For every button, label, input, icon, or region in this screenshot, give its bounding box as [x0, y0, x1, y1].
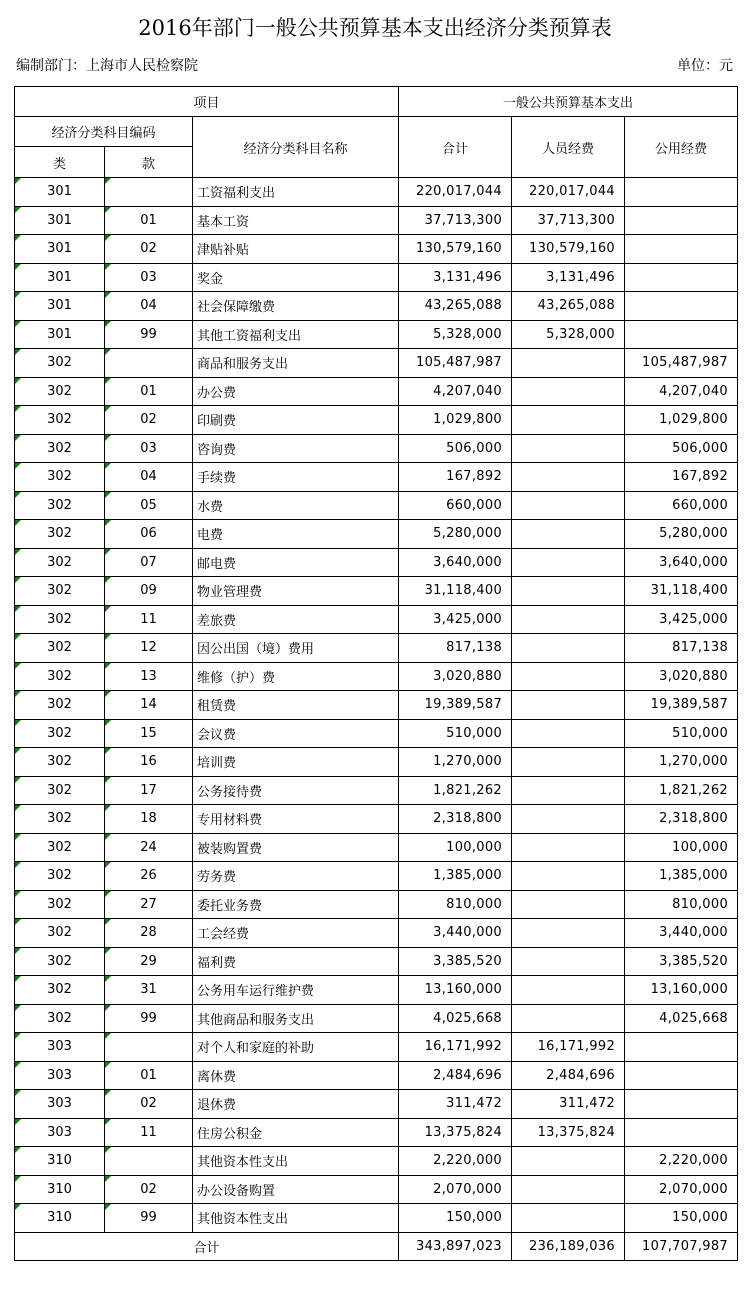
cell-total: 43,265,088	[399, 292, 512, 321]
cell-public: 2,070,000	[625, 1175, 738, 1204]
cell-lei: 302	[15, 605, 105, 634]
cell-personnel	[512, 805, 625, 834]
table-row	[15, 862, 738, 891]
cell-total: 1,385,000	[399, 862, 512, 891]
cell-total: 37,713,300	[399, 206, 512, 235]
cell-lei: 302	[15, 862, 105, 891]
table-row	[15, 1061, 738, 1090]
cell-kuan: 01	[105, 377, 193, 406]
cell-name: 差旅费	[193, 605, 399, 634]
cell-total: 3,440,000	[399, 919, 512, 948]
cell-name: 专用材料费	[193, 805, 399, 834]
cell-lei: 302	[15, 520, 105, 549]
table-row	[15, 1147, 738, 1176]
cell-kuan: 11	[105, 1118, 193, 1147]
cell-personnel	[512, 947, 625, 976]
cell-name: 物业管理费	[193, 577, 399, 606]
cell-public	[625, 1033, 738, 1062]
personnel-total: 236,189,036	[512, 1232, 625, 1261]
cell-kuan: 16	[105, 748, 193, 777]
cell-kuan: 02	[105, 1175, 193, 1204]
table-row	[15, 1033, 738, 1062]
cell-name: 其他资本性支出	[193, 1147, 399, 1176]
header-lei: 类	[15, 147, 105, 178]
header-public: 公用经费	[625, 117, 738, 178]
table-row	[15, 178, 738, 207]
cell-lei: 301	[15, 235, 105, 264]
cell-personnel	[512, 890, 625, 919]
cell-total: 5,328,000	[399, 320, 512, 349]
cell-total: 3,640,000	[399, 548, 512, 577]
cell-total: 3,131,496	[399, 263, 512, 292]
cell-kuan: 06	[105, 520, 193, 549]
cell-kuan: 26	[105, 862, 193, 891]
cell-kuan: 14	[105, 691, 193, 720]
cell-total: 2,220,000	[399, 1147, 512, 1176]
cell-total: 130,579,160	[399, 235, 512, 264]
cell-kuan: 99	[105, 1004, 193, 1033]
table-row	[15, 1118, 738, 1147]
cell-personnel: 220,017,044	[512, 178, 625, 207]
cell-public: 19,389,587	[625, 691, 738, 720]
cell-personnel: 5,328,000	[512, 320, 625, 349]
cell-personnel	[512, 548, 625, 577]
total-row	[15, 1232, 738, 1261]
table-row	[15, 406, 738, 435]
cell-kuan: 17	[105, 776, 193, 805]
cell-name: 会议费	[193, 719, 399, 748]
table-row	[15, 434, 738, 463]
cell-total: 311,472	[399, 1090, 512, 1119]
cell-lei: 301	[15, 206, 105, 235]
cell-lei: 302	[15, 662, 105, 691]
table-row	[15, 719, 738, 748]
cell-kuan: 99	[105, 1204, 193, 1233]
cell-name: 委托业务费	[193, 890, 399, 919]
cell-personnel	[512, 377, 625, 406]
cell-personnel: 43,265,088	[512, 292, 625, 321]
cell-total: 1,821,262	[399, 776, 512, 805]
table-row	[15, 691, 738, 720]
cell-name: 咨询费	[193, 434, 399, 463]
header-name: 经济分类科目名称	[193, 117, 399, 178]
cell-total: 1,270,000	[399, 748, 512, 777]
cell-total: 660,000	[399, 491, 512, 520]
cell-lei: 302	[15, 577, 105, 606]
table-row	[15, 349, 738, 378]
cell-personnel	[512, 919, 625, 948]
table-row	[15, 805, 738, 834]
cell-lei: 302	[15, 805, 105, 834]
cell-kuan: 01	[105, 206, 193, 235]
cell-total: 13,375,824	[399, 1118, 512, 1147]
cell-kuan: 31	[105, 976, 193, 1005]
table-row	[15, 1175, 738, 1204]
cell-lei: 302	[15, 491, 105, 520]
cell-kuan: 04	[105, 292, 193, 321]
cell-personnel	[512, 833, 625, 862]
cell-name: 工资福利支出	[193, 178, 399, 207]
table-row	[15, 1204, 738, 1233]
cell-lei: 302	[15, 691, 105, 720]
cell-kuan: 05	[105, 491, 193, 520]
cell-kuan: 02	[105, 235, 193, 264]
cell-lei: 303	[15, 1118, 105, 1147]
cell-kuan: 04	[105, 463, 193, 492]
cell-kuan: 03	[105, 434, 193, 463]
cell-public: 5,280,000	[625, 520, 738, 549]
cell-total: 16,171,992	[399, 1033, 512, 1062]
cell-public: 100,000	[625, 833, 738, 862]
cell-lei: 302	[15, 349, 105, 378]
cell-public: 1,385,000	[625, 862, 738, 891]
table-row	[15, 263, 738, 292]
cell-public: 31,118,400	[625, 577, 738, 606]
cell-lei: 310	[15, 1147, 105, 1176]
cell-name: 电费	[193, 520, 399, 549]
cell-public: 1,821,262	[625, 776, 738, 805]
cell-public	[625, 263, 738, 292]
table-row	[15, 890, 738, 919]
cell-name: 租赁费	[193, 691, 399, 720]
table-row	[15, 662, 738, 691]
cell-personnel: 13,375,824	[512, 1118, 625, 1147]
cell-public: 510,000	[625, 719, 738, 748]
cell-kuan	[105, 178, 193, 207]
table-row	[15, 548, 738, 577]
cell-total: 220,017,044	[399, 178, 512, 207]
cell-name: 公务接待费	[193, 776, 399, 805]
cell-lei: 303	[15, 1061, 105, 1090]
total-label: 合计	[15, 1232, 399, 1261]
cell-public: 1,029,800	[625, 406, 738, 435]
cell-lei: 302	[15, 976, 105, 1005]
cell-name: 福利费	[193, 947, 399, 976]
cell-personnel	[512, 1147, 625, 1176]
cell-personnel	[512, 463, 625, 492]
cell-kuan: 09	[105, 577, 193, 606]
cell-name: 维修（护）费	[193, 662, 399, 691]
cell-kuan: 24	[105, 833, 193, 862]
cell-public: 167,892	[625, 463, 738, 492]
cell-personnel	[512, 1175, 625, 1204]
cell-lei: 302	[15, 463, 105, 492]
cell-lei: 302	[15, 634, 105, 663]
cell-name: 工会经费	[193, 919, 399, 948]
cell-lei: 302	[15, 890, 105, 919]
page-title: 2016年部门一般公共预算基本支出经济分类预算表	[138, 16, 612, 40]
cell-public	[625, 178, 738, 207]
cell-lei: 301	[15, 263, 105, 292]
cell-public	[625, 320, 738, 349]
cell-name: 劳务费	[193, 862, 399, 891]
cell-total: 3,425,000	[399, 605, 512, 634]
cell-public: 2,220,000	[625, 1147, 738, 1176]
cell-personnel	[512, 434, 625, 463]
cell-personnel: 16,171,992	[512, 1033, 625, 1062]
unit-label: 单位：元	[677, 58, 733, 74]
cell-name: 其他工资福利支出	[193, 320, 399, 349]
cell-name: 邮电费	[193, 548, 399, 577]
cell-lei: 302	[15, 719, 105, 748]
cell-personnel	[512, 349, 625, 378]
cell-public: 2,318,800	[625, 805, 738, 834]
cell-public: 3,440,000	[625, 919, 738, 948]
table-row	[15, 320, 738, 349]
cell-name: 津贴补贴	[193, 235, 399, 264]
cell-total: 31,118,400	[399, 577, 512, 606]
cell-kuan: 99	[105, 320, 193, 349]
cell-name: 其他资本性支出	[193, 1204, 399, 1233]
table-row	[15, 292, 738, 321]
cell-personnel	[512, 605, 625, 634]
cell-public: 3,640,000	[625, 548, 738, 577]
cell-lei: 303	[15, 1090, 105, 1119]
cell-name: 因公出国（境）费用	[193, 634, 399, 663]
cell-kuan: 03	[105, 263, 193, 292]
header-code: 经济分类科目编码	[15, 117, 193, 147]
cell-public: 817,138	[625, 634, 738, 663]
table-row	[15, 463, 738, 492]
table-row	[15, 235, 738, 264]
cell-total: 105,487,987	[399, 349, 512, 378]
cell-name: 被装购置费	[193, 833, 399, 862]
cell-name: 对个人和家庭的补助	[193, 1033, 399, 1062]
cell-public	[625, 206, 738, 235]
cell-public: 660,000	[625, 491, 738, 520]
cell-lei: 301	[15, 320, 105, 349]
cell-kuan	[105, 349, 193, 378]
cell-total: 510,000	[399, 719, 512, 748]
cell-personnel	[512, 862, 625, 891]
cell-lei: 301	[15, 292, 105, 321]
cell-lei: 303	[15, 1033, 105, 1062]
cell-personnel	[512, 1204, 625, 1233]
cell-total: 5,280,000	[399, 520, 512, 549]
cell-kuan: 07	[105, 548, 193, 577]
cell-lei: 302	[15, 776, 105, 805]
cell-total: 506,000	[399, 434, 512, 463]
table-row	[15, 634, 738, 663]
table-row	[15, 377, 738, 406]
header-kuan: 款	[105, 147, 193, 178]
cell-name: 商品和服务支出	[193, 349, 399, 378]
cell-total: 2,484,696	[399, 1061, 512, 1090]
cell-kuan	[105, 1147, 193, 1176]
cell-personnel	[512, 776, 625, 805]
cell-total: 2,070,000	[399, 1175, 512, 1204]
cell-kuan: 02	[105, 1090, 193, 1119]
cell-total: 817,138	[399, 634, 512, 663]
cell-public: 105,487,987	[625, 349, 738, 378]
budget-table	[14, 86, 738, 1261]
cell-kuan: 15	[105, 719, 193, 748]
table-row	[15, 919, 738, 948]
header-personnel: 人员经费	[512, 117, 625, 178]
cell-lei: 302	[15, 1004, 105, 1033]
cell-public	[625, 1061, 738, 1090]
cell-kuan: 13	[105, 662, 193, 691]
cell-public: 1,270,000	[625, 748, 738, 777]
cell-public	[625, 1118, 738, 1147]
cell-total: 2,318,800	[399, 805, 512, 834]
cell-public	[625, 235, 738, 264]
cell-public: 13,160,000	[625, 976, 738, 1005]
header-basic-expenditure: 一般公共预算基本支出	[399, 87, 738, 117]
cell-public: 810,000	[625, 890, 738, 919]
cell-name: 水费	[193, 491, 399, 520]
table-row	[15, 491, 738, 520]
cell-name: 办公费	[193, 377, 399, 406]
cell-personnel	[512, 491, 625, 520]
cell-personnel	[512, 719, 625, 748]
cell-lei: 302	[15, 919, 105, 948]
cell-public: 3,425,000	[625, 605, 738, 634]
cell-personnel: 3,131,496	[512, 263, 625, 292]
cell-kuan: 02	[105, 406, 193, 435]
public-total: 107,707,987	[625, 1232, 738, 1261]
cell-lei: 310	[15, 1204, 105, 1233]
cell-total: 4,207,040	[399, 377, 512, 406]
cell-public: 3,385,520	[625, 947, 738, 976]
cell-personnel	[512, 634, 625, 663]
cell-personnel	[512, 691, 625, 720]
table-row	[15, 1090, 738, 1119]
cell-total: 100,000	[399, 833, 512, 862]
table-row	[15, 748, 738, 777]
cell-kuan: 11	[105, 605, 193, 634]
cell-public: 150,000	[625, 1204, 738, 1233]
header-item: 项目	[15, 87, 399, 117]
cell-public	[625, 1090, 738, 1119]
cell-total: 1,029,800	[399, 406, 512, 435]
cell-personnel	[512, 406, 625, 435]
cell-name: 印刷费	[193, 406, 399, 435]
cell-lei: 302	[15, 406, 105, 435]
table-row	[15, 577, 738, 606]
cell-lei: 302	[15, 833, 105, 862]
cell-lei: 302	[15, 434, 105, 463]
cell-kuan: 12	[105, 634, 193, 663]
cell-personnel: 130,579,160	[512, 235, 625, 264]
cell-name: 奖金	[193, 263, 399, 292]
cell-kuan: 18	[105, 805, 193, 834]
cell-name: 离休费	[193, 1061, 399, 1090]
cell-kuan: 27	[105, 890, 193, 919]
cell-public: 4,025,668	[625, 1004, 738, 1033]
cell-lei: 310	[15, 1175, 105, 1204]
cell-lei: 302	[15, 548, 105, 577]
table-row	[15, 605, 738, 634]
header-row-1	[15, 87, 738, 117]
cell-lei: 302	[15, 377, 105, 406]
cell-total: 3,385,520	[399, 947, 512, 976]
cell-personnel: 2,484,696	[512, 1061, 625, 1090]
table-row	[15, 520, 738, 549]
department-label: 编制部门：上海市人民检察院	[16, 58, 198, 74]
header-row-2	[15, 117, 738, 147]
cell-total: 150,000	[399, 1204, 512, 1233]
cell-total: 4,025,668	[399, 1004, 512, 1033]
cell-kuan	[105, 1033, 193, 1062]
cell-personnel	[512, 520, 625, 549]
table-row	[15, 833, 738, 862]
cell-personnel	[512, 662, 625, 691]
cell-public: 3,020,880	[625, 662, 738, 691]
cell-kuan: 28	[105, 919, 193, 948]
cell-total: 13,160,000	[399, 976, 512, 1005]
cell-name: 公务用车运行维护费	[193, 976, 399, 1005]
cell-name: 社会保障缴费	[193, 292, 399, 321]
table-row	[15, 976, 738, 1005]
cell-public: 4,207,040	[625, 377, 738, 406]
cell-name: 手续费	[193, 463, 399, 492]
cell-kuan: 01	[105, 1061, 193, 1090]
table-row	[15, 776, 738, 805]
cell-lei: 302	[15, 748, 105, 777]
cell-personnel	[512, 748, 625, 777]
cell-name: 住房公积金	[193, 1118, 399, 1147]
cell-public: 506,000	[625, 434, 738, 463]
cell-personnel	[512, 1004, 625, 1033]
cell-lei: 302	[15, 947, 105, 976]
cell-personnel	[512, 976, 625, 1005]
cell-name: 基本工资	[193, 206, 399, 235]
cell-total: 167,892	[399, 463, 512, 492]
cell-kuan: 29	[105, 947, 193, 976]
header-total: 合计	[399, 117, 512, 178]
grand-total: 343,897,023	[399, 1232, 512, 1261]
cell-personnel: 311,472	[512, 1090, 625, 1119]
cell-name: 办公设备购置	[193, 1175, 399, 1204]
cell-total: 3,020,880	[399, 662, 512, 691]
cell-public	[625, 292, 738, 321]
cell-name: 培训费	[193, 748, 399, 777]
table-row	[15, 206, 738, 235]
cell-total: 19,389,587	[399, 691, 512, 720]
cell-name: 其他商品和服务支出	[193, 1004, 399, 1033]
cell-name: 退休费	[193, 1090, 399, 1119]
cell-lei: 301	[15, 178, 105, 207]
cell-total: 810,000	[399, 890, 512, 919]
table-row	[15, 1004, 738, 1033]
cell-personnel	[512, 577, 625, 606]
cell-personnel: 37,713,300	[512, 206, 625, 235]
table-row	[15, 947, 738, 976]
